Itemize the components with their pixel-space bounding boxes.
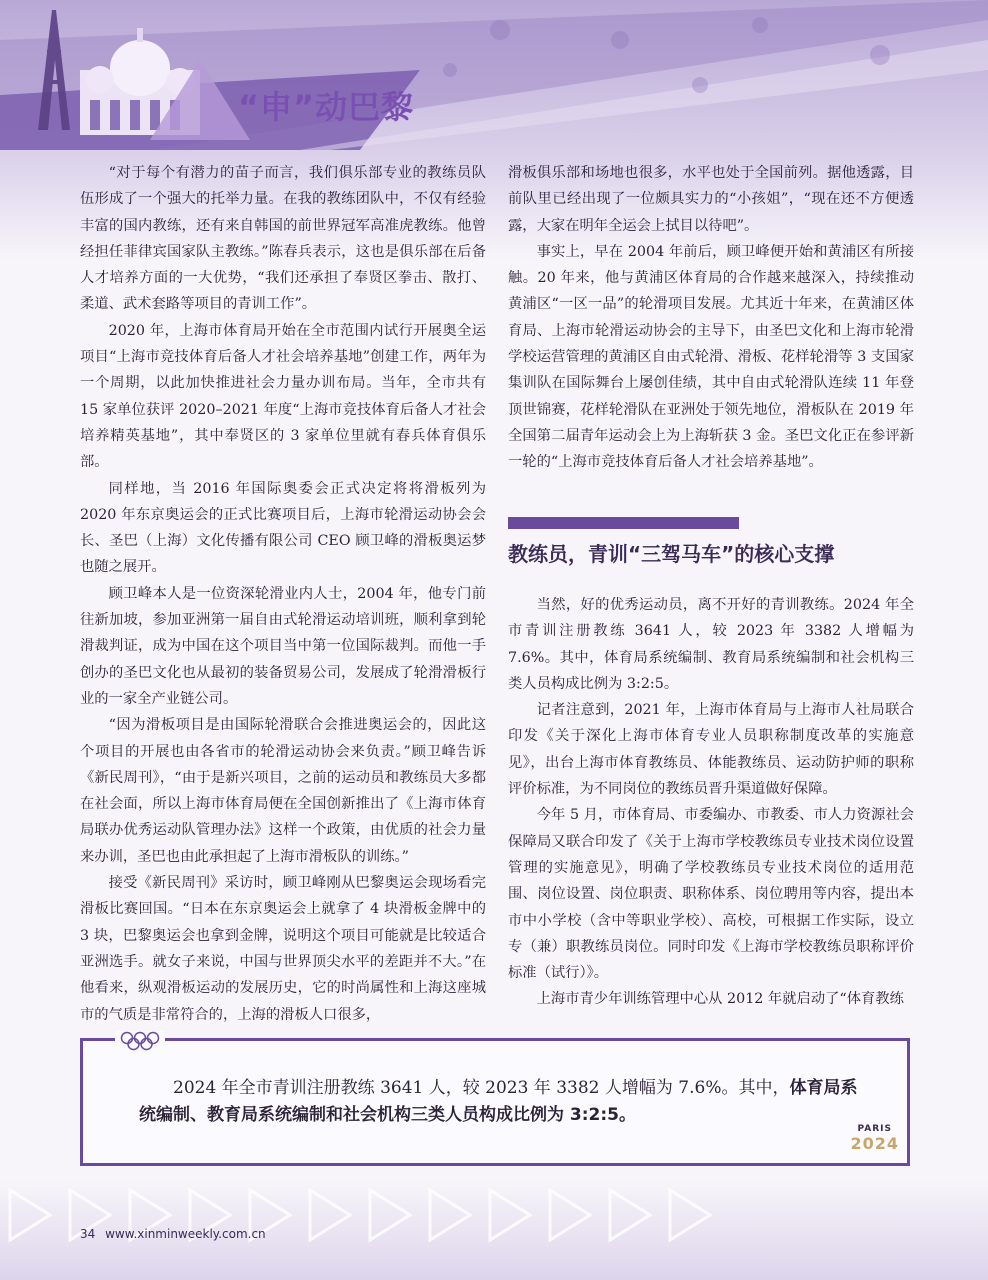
pull-quote-part2-bold: 体育局系统编制、教育局系统编制和社会机构三类人员构成比例为 3:2:5。: [139, 1078, 858, 1125]
paragraph: 今年 5 月，市体育局、市委编办、市教委、市人力资源社会保障局又联合印发了《关于上海市学校教练员专业技术岗位设置管理的实施意见》，明确了学校教练员专业技术岗位的适用范围、岗位设置、岗位职责、职称体系、岗位聘用等内容，提出本市中小学校（含中等职业学校）、高校，可根据工作实际，设立专（兼）职教练员岗位。同时印发《上海市学校教练员职称评价标准（试行）》。: [508, 807, 914, 982]
olympic-rings-icon: [115, 1031, 165, 1051]
left-column: [80, 160, 486, 1028]
paragraph: 滑板俱乐部和场地也很多，水平也处于全国前列。据他透露，目前队里已经出现了一位颇具实力的“小孩姐”，“现在还不方便透露，大家在明年全运会上拭目以待吧”。: [508, 165, 914, 234]
paragraph: 上海市青少年训练管理中心从 2012 年就启动了“体育教练: [536, 991, 904, 1008]
paragraph: 事实上，早在 2004 年前后，顾卫峰便开始和黄浦区有所接触。20 年来，他与黄浦区体育局的合作越来越深入，持续推动黄浦区“一区一品”的轮滑项目发展。尤其近十年来，在黄浦区体育局、上海市轮滑运动协会的主导下，由圣巴文化和上海市轮滑学校运营管理的黄浦区自由式轮滑、滑板、花样轮滑等 3 支国家集训队在国际舞台上屡创佳绩，其中自由式轮滑队连续 11 年登顶世锦赛，花样轮滑队在亚洲处于领先地位，滑板队在 2019 年全国第二届青年运动会上为上海斩获 3 金。圣巴文化正在参评新一轮的“上海市竞技体育后备人才社会培养基地”。: [508, 243, 914, 471]
paragraph: “因为滑板项目是由国际轮滑联合会推进奥运会的，因此这个项目的开展也由各省市的轮滑运动协会来负责。”顾卫峰告诉《新民周刊》，“由于是新兴项目，之前的运动员和教练员大多都在社会面，所以上海市体育局便在全国创新推出了《上海市体育局联办优秀运动队管理办法》这样一个政策，由优质的社会力量来办训，圣巴也由此承担起了上海市滑板队的训练。”: [80, 717, 486, 865]
header-banner: [0, 0, 988, 150]
paragraph: 顾卫峰本人是一位资深轮滑业内人士，2004 年，他专门前往新加坡，参加亚洲第一届自由式轮滑运动培训班，顺利拿到轮滑裁判证，成为中国在这个项目当中第一位国际裁判。而他一手创办的圣巴文化也从最初的装备贸易公司，发展成了轮滑滑板行业的一家全产业链公司。: [80, 585, 486, 707]
decorative-triangles: [0, 1170, 988, 1280]
pull-quote-text: [139, 1075, 869, 1129]
page-number: 34: [80, 1227, 96, 1241]
paragraph: 记者注意到，2021 年，上海市体育局与上海市人社局联合印发《关于深化上海市体育专业人员职称制度改革的实施意见》，出台上海市体育教练员、体能教练员、运动防护师的职称评价标准，为不同岗位的教练员晋升渠道做好保障。: [508, 702, 914, 798]
right-column-bottom: [508, 592, 914, 1013]
pull-quote-box: [80, 1038, 910, 1166]
page-footer: [80, 1227, 266, 1241]
pull-quote-part1: 2024 年全市青训注册教练 3641 人，较 2023 年 3382 人增幅为 7.6%。其中，: [173, 1078, 790, 1098]
website-url: www.xinminweekly.com.cn: [105, 1227, 266, 1241]
section-divider-bar: [508, 517, 739, 529]
paris-2024-logo: [850, 1124, 899, 1153]
paragraph: 2020 年，上海市体育局开始在全市范围内试行开展奥全运项目“上海市竞技体育后备人才社会培养基地”创建工作，两年为一个周期，以此加快推进社会力量办训布局。当年，全市共有 15 家单位获评 2020–2021 年度“上海市竞技体育后备人才社会培养精英基地”，其中奉贤区的 3 家单位里就有春兵体育俱乐部。: [80, 322, 486, 471]
paragraph: 同样地，当 2016 年国际奥委会正式决定将将滑板列为 2020 年东京奥运会的正式比赛项目后，上海市轮滑运动协会会长、圣巴（上海）文化传播有限公司 CEO 顾卫峰的滑板奥运梦也随之展开。: [80, 480, 486, 576]
paragraph: 接受《新民周刊》采访时，顾卫峰刚从巴黎奥运会现场看完滑板比赛回国。“日本在东京奥运会上就拿了 4 块滑板金牌中的 3 块，巴黎奥运会也拿到金牌，说明这个项目可能就是比较适合亚洲选手。就女子来说，中国与世界顶尖水平的差距并不大。”在他看来，纵观滑板运动的发展历史，它的时尚属性和上海这座城市的气质是非常符合的，上海的滑板人口很多，: [80, 875, 486, 1023]
page-title: “申”动巴黎: [238, 88, 415, 126]
paragraph: 当然，好的优秀运动员，离不开好的青训教练。2024 年全市青训注册教练 3641 人，较 2023 年 3382 人增幅为 7.6%。其中，体育局系统编制、教育局系统编制和社会机构三类人员构成比例为 3:2:5。: [508, 597, 914, 692]
right-column-top: [508, 160, 914, 476]
logo-line2: 2024: [850, 1134, 899, 1153]
section-heading: 教练员，青训“三驾马车”的核心支撑: [508, 542, 835, 566]
paragraph: “对于每个有潜力的苗子而言，我们俱乐部专业的教练员队伍形成了一个强大的托举力量。在我的教练团队中，不仅有经验丰富的国内教练，还有来自韩国的前世界冠军高准虎教练。他曾经担任菲律宾国家队主教练。”陈春兵表示，这也是俱乐部在后备人才培养方面的一大优势，“我们还承担了奉贤区拳击、散打、柔道、武术套路等项目的青训工作”。: [80, 165, 486, 313]
logo-line1: PARIS: [857, 1124, 892, 1134]
